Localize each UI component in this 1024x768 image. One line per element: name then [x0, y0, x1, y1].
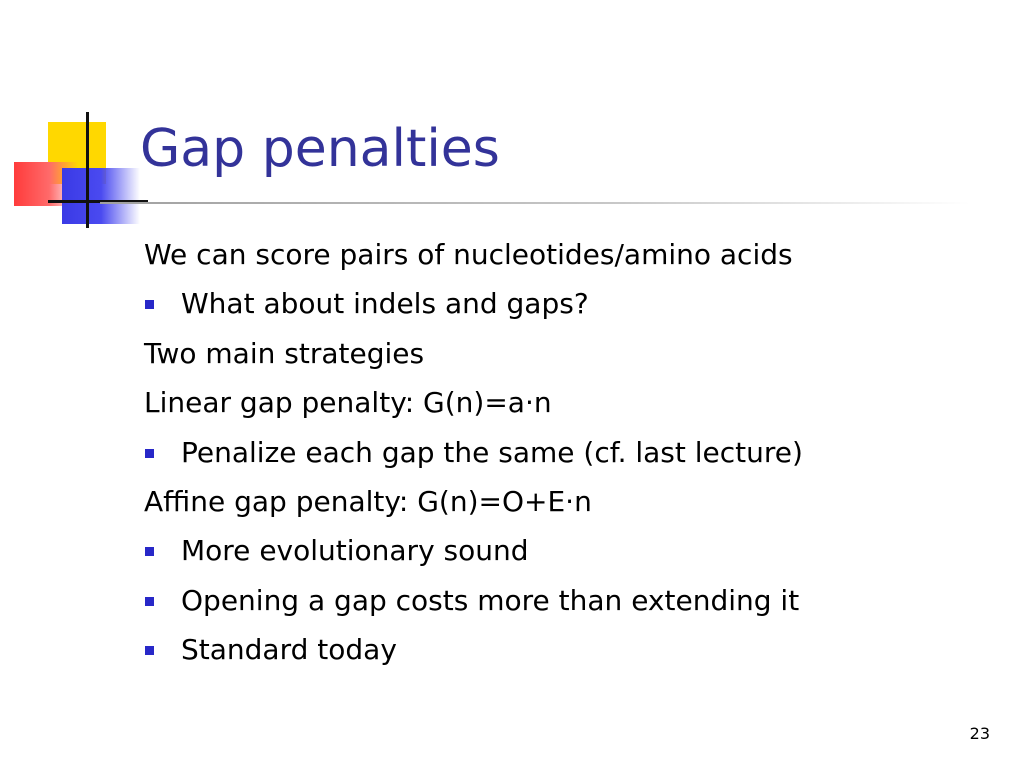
- line-text: Two main strategies: [144, 336, 425, 370]
- square-bullet-icon: [145, 547, 154, 556]
- line-text: Affine gap penalty: G(n)=O+E·n: [144, 484, 592, 518]
- square-bullet-icon: [145, 449, 154, 458]
- bullet-line-1: [144, 279, 1004, 328]
- line-text: Linear gap penalty: G(n)=a·n: [144, 386, 552, 420]
- slide-title: Gap penalties: [140, 119, 500, 179]
- bullet-line-2: [144, 428, 1004, 477]
- body-line-1: [144, 230, 1004, 279]
- square-bullet-icon: [145, 300, 154, 309]
- square-bullet-icon: [145, 597, 154, 606]
- logo-blue-square: [62, 168, 140, 224]
- line-text: Standard today: [181, 633, 397, 667]
- line-text: What about indels and gaps?: [181, 287, 589, 321]
- body-line-4: [144, 477, 1004, 526]
- bullet-line-5: [144, 625, 1004, 674]
- line-text: More evolutionary sound: [181, 534, 529, 568]
- body-line-2: [144, 329, 1004, 378]
- slide-body: [144, 230, 1004, 675]
- line-text: We can score pairs of nucleotides/amino acids: [144, 238, 793, 271]
- slide-number: 23: [969, 724, 990, 743]
- line-text: Penalize each gap the same (cf. last lecture): [181, 435, 803, 469]
- logo-vertical-line: [86, 112, 89, 228]
- bullet-line-3: [144, 526, 1004, 575]
- line-text: Opening a gap costs more than extending it: [181, 583, 800, 617]
- bullet-line-4: [144, 576, 1004, 625]
- square-bullet-icon: [145, 646, 154, 655]
- body-line-3: [144, 378, 1004, 427]
- title-underline: [100, 202, 970, 204]
